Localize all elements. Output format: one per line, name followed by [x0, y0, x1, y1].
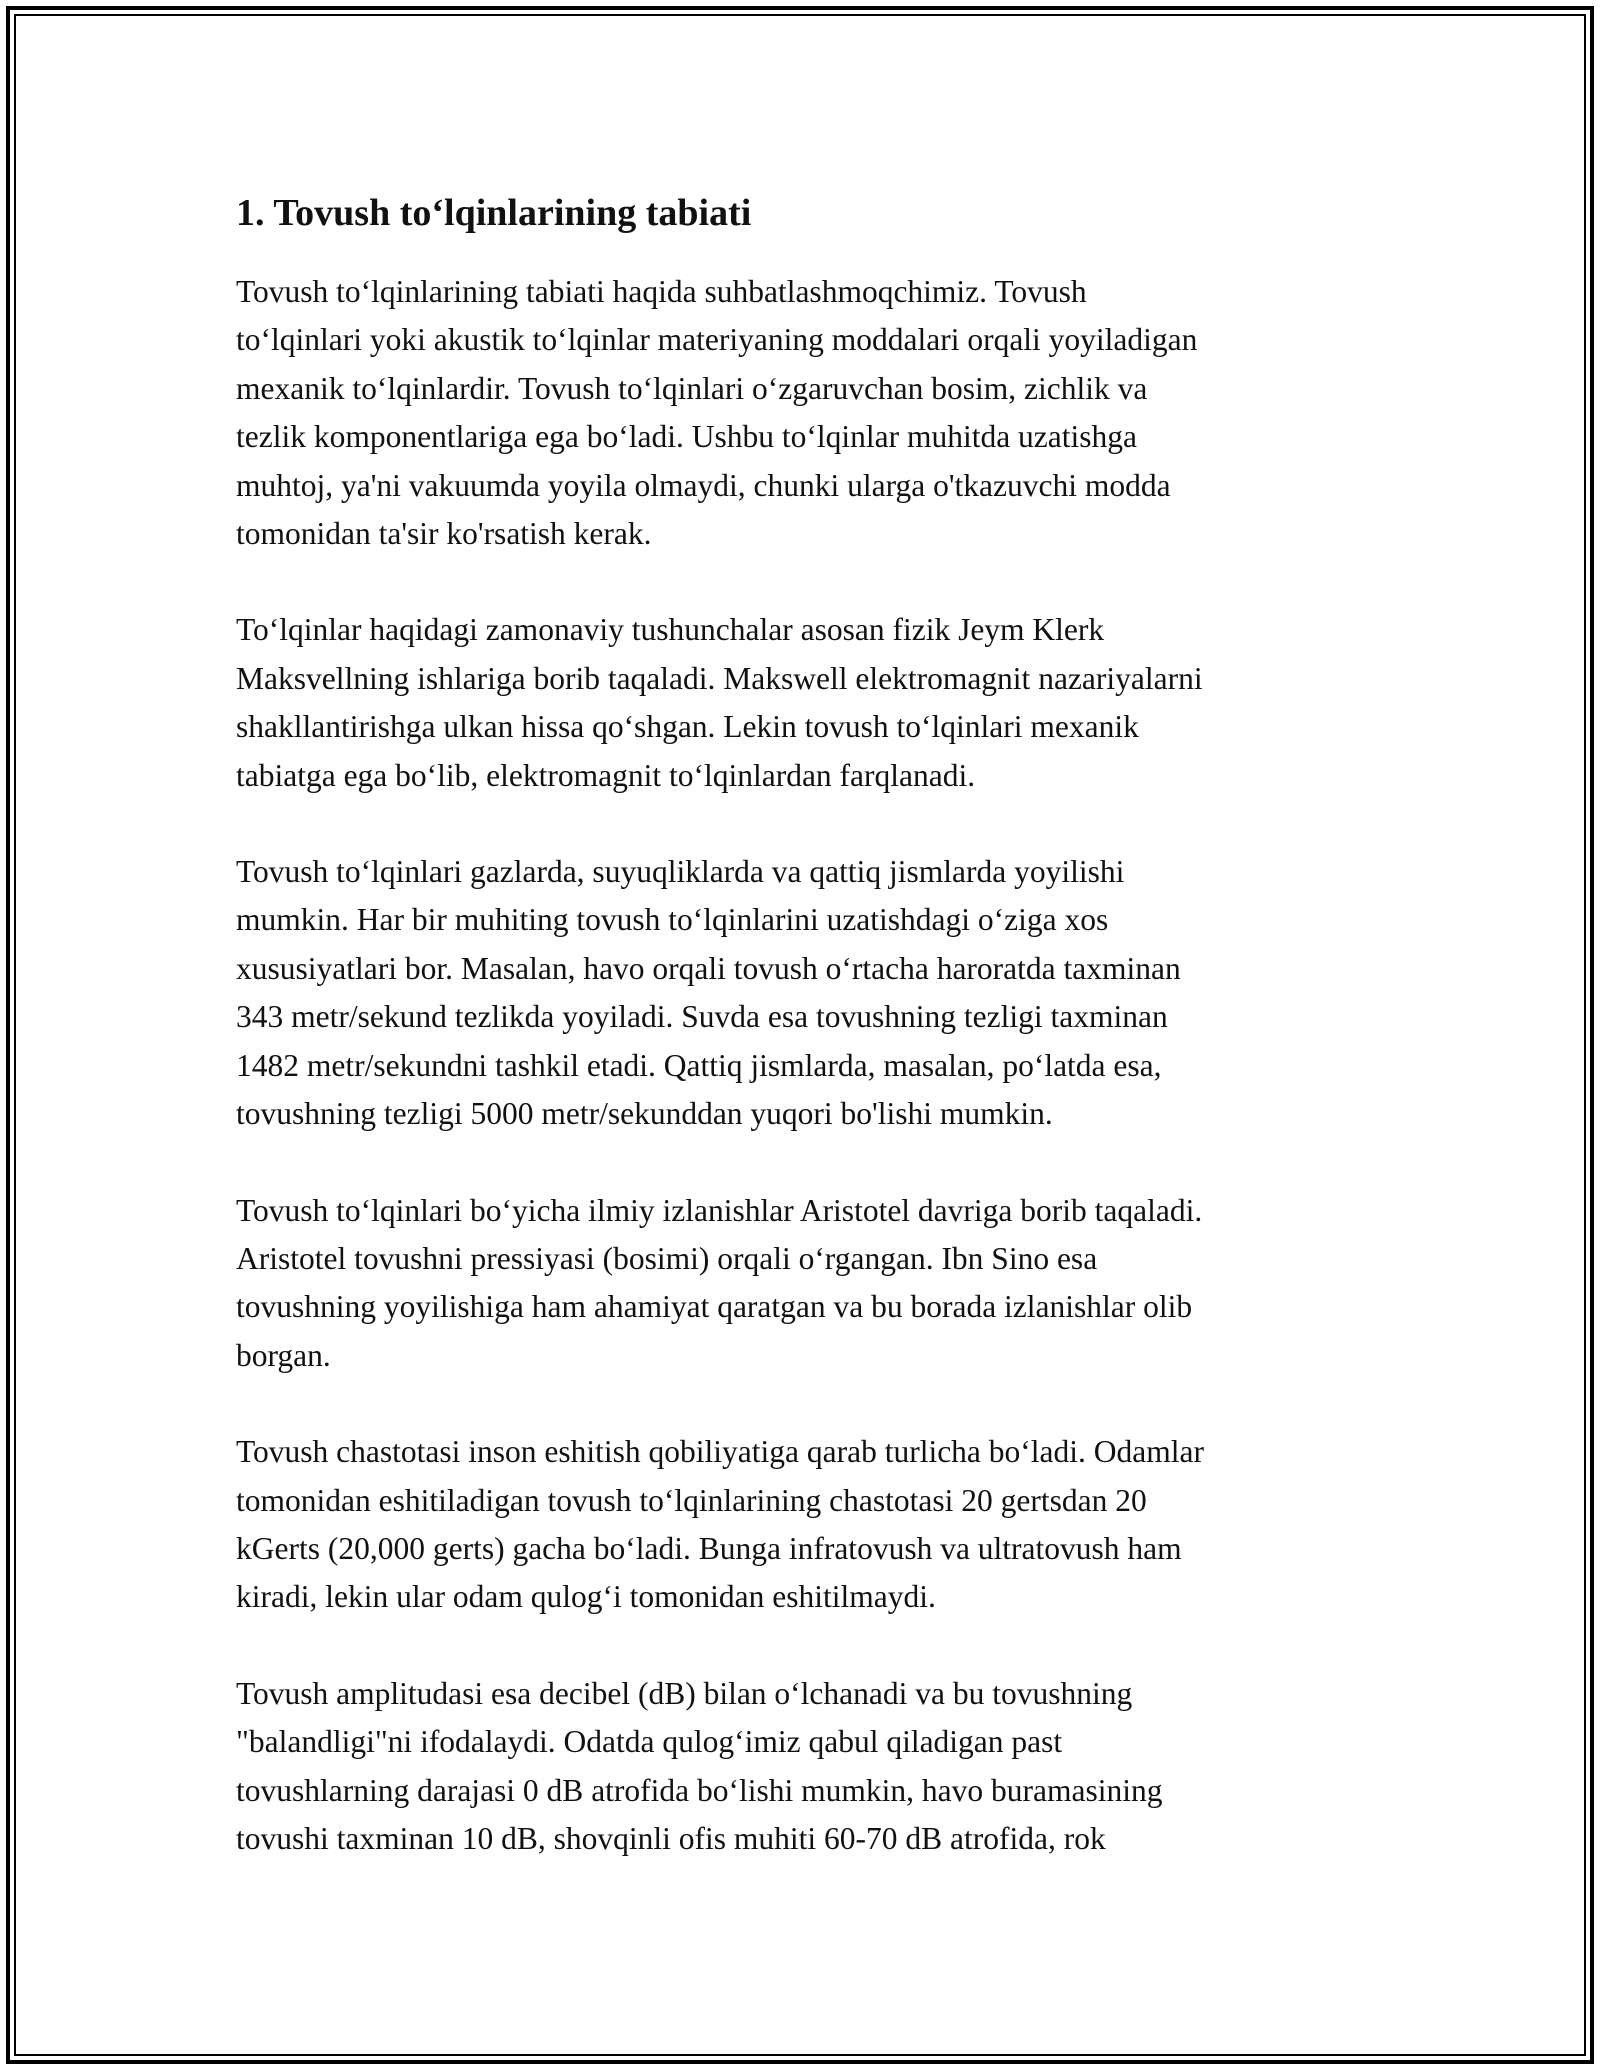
document-body: [236, 186, 1386, 1911]
paragraph-line: 1482 metr/sekundni tashkil etadi. Qattiq jismlarda, masalan, po‘latda esa,: [236, 1047, 1162, 1083]
paragraph: [236, 1670, 1386, 1864]
paragraph-line: tovushning yoyilishiga ham ahamiyat qaratgan va bu borada izlanishlar olib: [236, 1289, 1193, 1325]
paragraph-line: tovushi taxminan 10 dB, shovqinli ofis muhiti 60-70 dB atrofida, rok: [236, 1820, 1106, 1856]
paragraph-line: tomonidan eshitiladigan tovush to‘lqinlarining chastotasi 20 gertsdan 20: [236, 1482, 1147, 1518]
paragraph-line: tabiatga ega bo‘lib, elektromagnit to‘lqinlardan farqlanadi.: [236, 757, 976, 793]
page-title: 1. Tovush to‘lqinlarining tabiati: [236, 192, 752, 234]
paragraph-line: borgan.: [236, 1337, 331, 1373]
paragraph: [236, 606, 1386, 800]
paragraph-line: xususiyatlari bor. Masalan, havo orqali tovush o‘rtacha haroratda taxminan: [236, 950, 1181, 986]
paragraph-line: Tovush chastotasi inson eshitish qobiliyatiga qarab turlicha bo‘ladi. Odamlar: [236, 1434, 1204, 1470]
paragraph-line: Tovush to‘lqinlarining tabiati haqida suhbatlashmoqchimiz. Tovush: [236, 274, 1087, 309]
paragraph-line: tomonidan ta'sir ko'rsatish kerak.: [236, 516, 652, 552]
paragraph-line: To‘lqinlar haqidagi zamonaviy tushunchalar asosan fizik Jeym Klerk: [236, 612, 1105, 648]
paragraph-line: "balandligi"ni ifodalaydi. Odatda qulog‘imiz qabul qiladigan past: [236, 1724, 1063, 1760]
paragraph-line: 343 metr/sekund tezlikda yoyiladi. Suvda esa tovushning tezligi taxminan: [236, 999, 1168, 1035]
paragraph-line: kGerts (20,000 gerts) gacha bo‘ladi. Bunga infratovush va ultratovush ham: [236, 1530, 1182, 1566]
paragraph-line: Aristotel tovushni pressiyasi (bosimi) orqali o‘rgangan. Ibn Sino esa: [236, 1240, 1098, 1276]
paragraph-line: muhtoj, ya'ni vakuumda yoyila olmaydi, chunki ularga o'tkazuvchi modda: [236, 467, 1171, 503]
paragraph: [236, 268, 1386, 558]
paragraph-line: tovushlarning darajasi 0 dB atrofida bo‘lishi mumkin, havo buramasining: [236, 1772, 1163, 1808]
paragraph-line: mumkin. Har bir muhiting tovush to‘lqinlarini uzatishdagi o‘ziga xos: [236, 902, 1109, 938]
paragraph-line: to‘lqinlari yoki akustik to‘lqinlar materiyaning moddalari orqali yoyiladigan: [236, 322, 1198, 358]
paragraph-list: [236, 268, 1386, 1863]
paragraph: [236, 848, 1386, 1138]
paragraph-line: kiradi, lekin ular odam qulog‘i tomonidan eshitilmaydi.: [236, 1579, 936, 1615]
paragraph: [236, 1428, 1386, 1622]
paragraph-line: tovushning tezligi 5000 metr/sekunddan yuqori bo'lishi mumkin.: [236, 1096, 1053, 1132]
paragraph-line: Maksvellning ishlariga borib taqaladi. Makswell elektromagnit nazariyalarni: [236, 660, 1203, 696]
paragraph: [236, 1187, 1386, 1381]
paragraph-line: shakllantirishga ulkan hissa qo‘shgan. Lekin tovush to‘lqinlari mexanik: [236, 709, 1139, 745]
paragraph-line: Tovush to‘lqinlari gazlarda, suyuqliklarda va qattiq jismlarda yoyilishi: [236, 854, 1125, 890]
paragraph-line: Tovush to‘lqinlari bo‘yicha ilmiy izlanishlar Aristotel davriga borib taqaladi.: [236, 1192, 1203, 1228]
paragraph-line: mexanik to‘lqinlardir. Tovush to‘lqinlari o‘zgaruvchan bosim, zichlik va: [236, 370, 1148, 406]
paragraph-line: tezlik komponentlariga ega bo‘ladi. Ushbu to‘lqinlar muhitda uzatishga: [236, 419, 1138, 455]
paragraph-line: Tovush amplitudasi esa decibel (dB) bilan o‘lchanadi va bu tovushning: [236, 1675, 1133, 1711]
